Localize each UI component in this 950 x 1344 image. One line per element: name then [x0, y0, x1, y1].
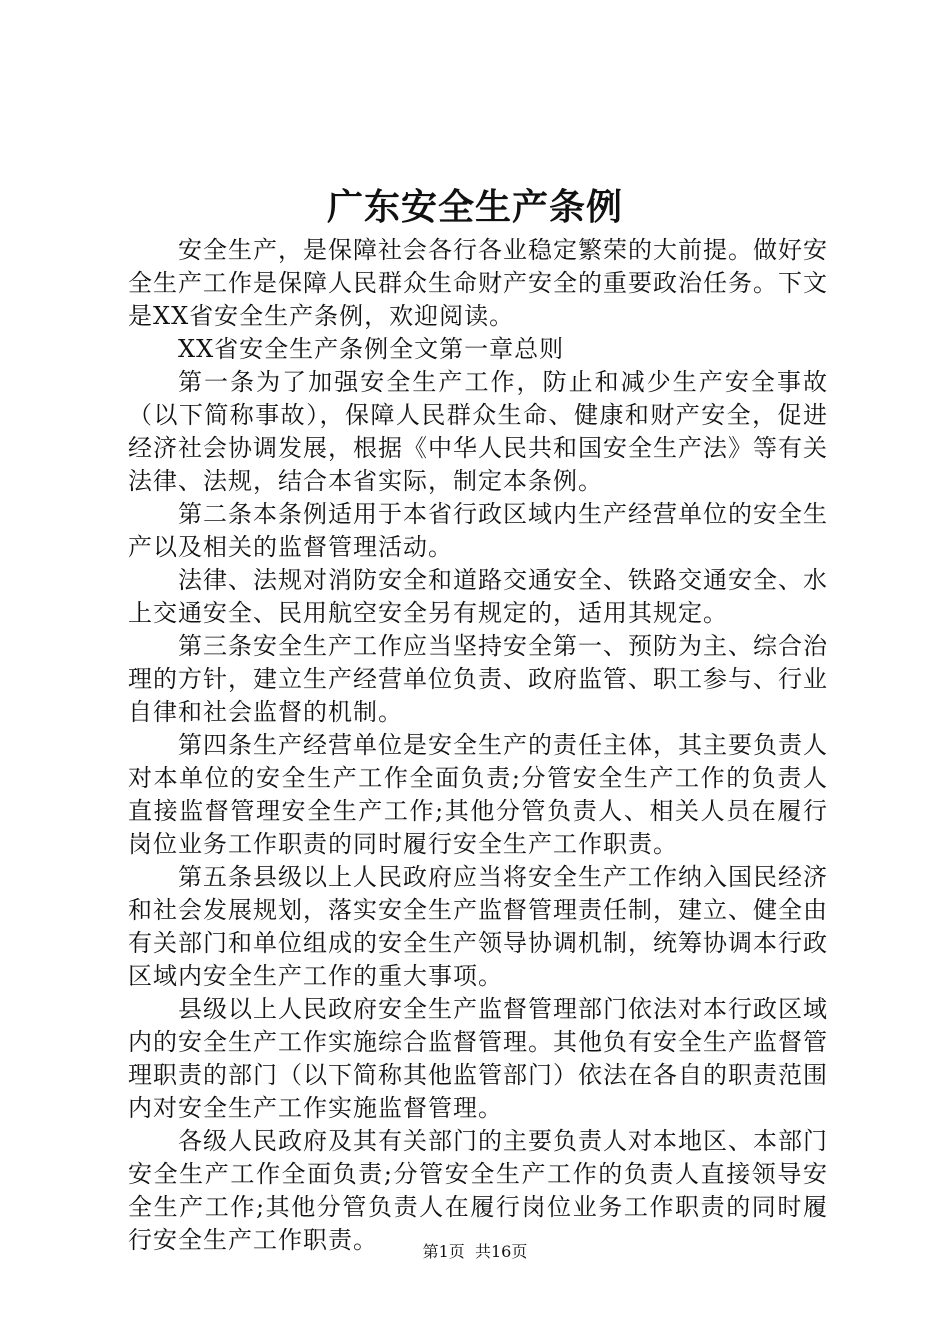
- paragraph: 第五条县级以上人民政府应当将安全生产工作纳入国民经济和社会发展规划，落实安全生产监督管理责任制，建立、健全由有关部门和单位组成的安全生产领导协调机制，统筹协调本行政区域内安全生产工作的重大事项。: [128, 863, 828, 990]
- paragraph: 县级以上人民政府安全生产监督管理部门依法对本行政区域内的安全生产工作实施综合监督管理。其他负有安全生产监督管理职责的部门（以下简称其他监管部门）依法在各自的职责范围内对安全生产工作实施监督管理。: [128, 995, 828, 1122]
- chapter-heading: XX省安全生产条例全文第一章总则: [178, 335, 565, 363]
- paragraph: 第四条生产经营单位是安全生产的责任主体，其主要负责人对本单位的安全生产工作全面负责;分管安全生产工作的负责人直接监督管理安全生产工作;其他分管负责人、相关人员在履行岗位业务工作职责的同时履行安全生产工作职责。: [128, 731, 828, 858]
- paragraph: 第二条本条例适用于本省行政区域内生产经营单位的安全生产以及相关的监督管理活动。: [128, 500, 828, 561]
- paragraph: 第一条为了加强安全生产工作，防止和减少生产安全事故（以下简称事故），保障人民群众生命、健康和财产安全，促进经济社会协调发展，根据《中华人民共和国安全生产法》等有关法律、法规，结合本省实际，制定本条例。: [128, 368, 828, 495]
- document-title: 广东安全生产条例: [326, 186, 623, 228]
- paragraph: 法律、法规对消防安全和道路交通安全、铁路交通安全、水上交通安全、民用航空安全另有规定的，适用其规定。: [128, 566, 828, 627]
- paragraph: 第三条安全生产工作应当坚持安全第一、预防为主、综合治理的方针，建立生产经营单位负责、政府监管、职工参与、行业自律和社会监督的机制。: [128, 632, 828, 726]
- paragraph: 各级人民政府及其有关部门的主要负责人对本地区、本部门安全生产工作全面负责;分管安全生产工作的负责人直接领导安全生产工作;其他分管负责人在履行岗位业务工作职责的同时履行安全生产工作职责。: [128, 1127, 828, 1254]
- document-body: [128, 234, 828, 1257]
- page-number: 第1页: [422, 1242, 465, 1261]
- paragraph: 安全生产，是保障社会各行各业稳定繁荣的大前提。做好安全生产工作是保障人民群众生命财产安全的重要政治任务。下文是XX省安全生产条例，欢迎阅读。: [128, 236, 828, 330]
- page-footer: [0, 1240, 950, 1264]
- footer-spacer: [465, 1242, 475, 1261]
- page-total: 共16页: [474, 1242, 528, 1261]
